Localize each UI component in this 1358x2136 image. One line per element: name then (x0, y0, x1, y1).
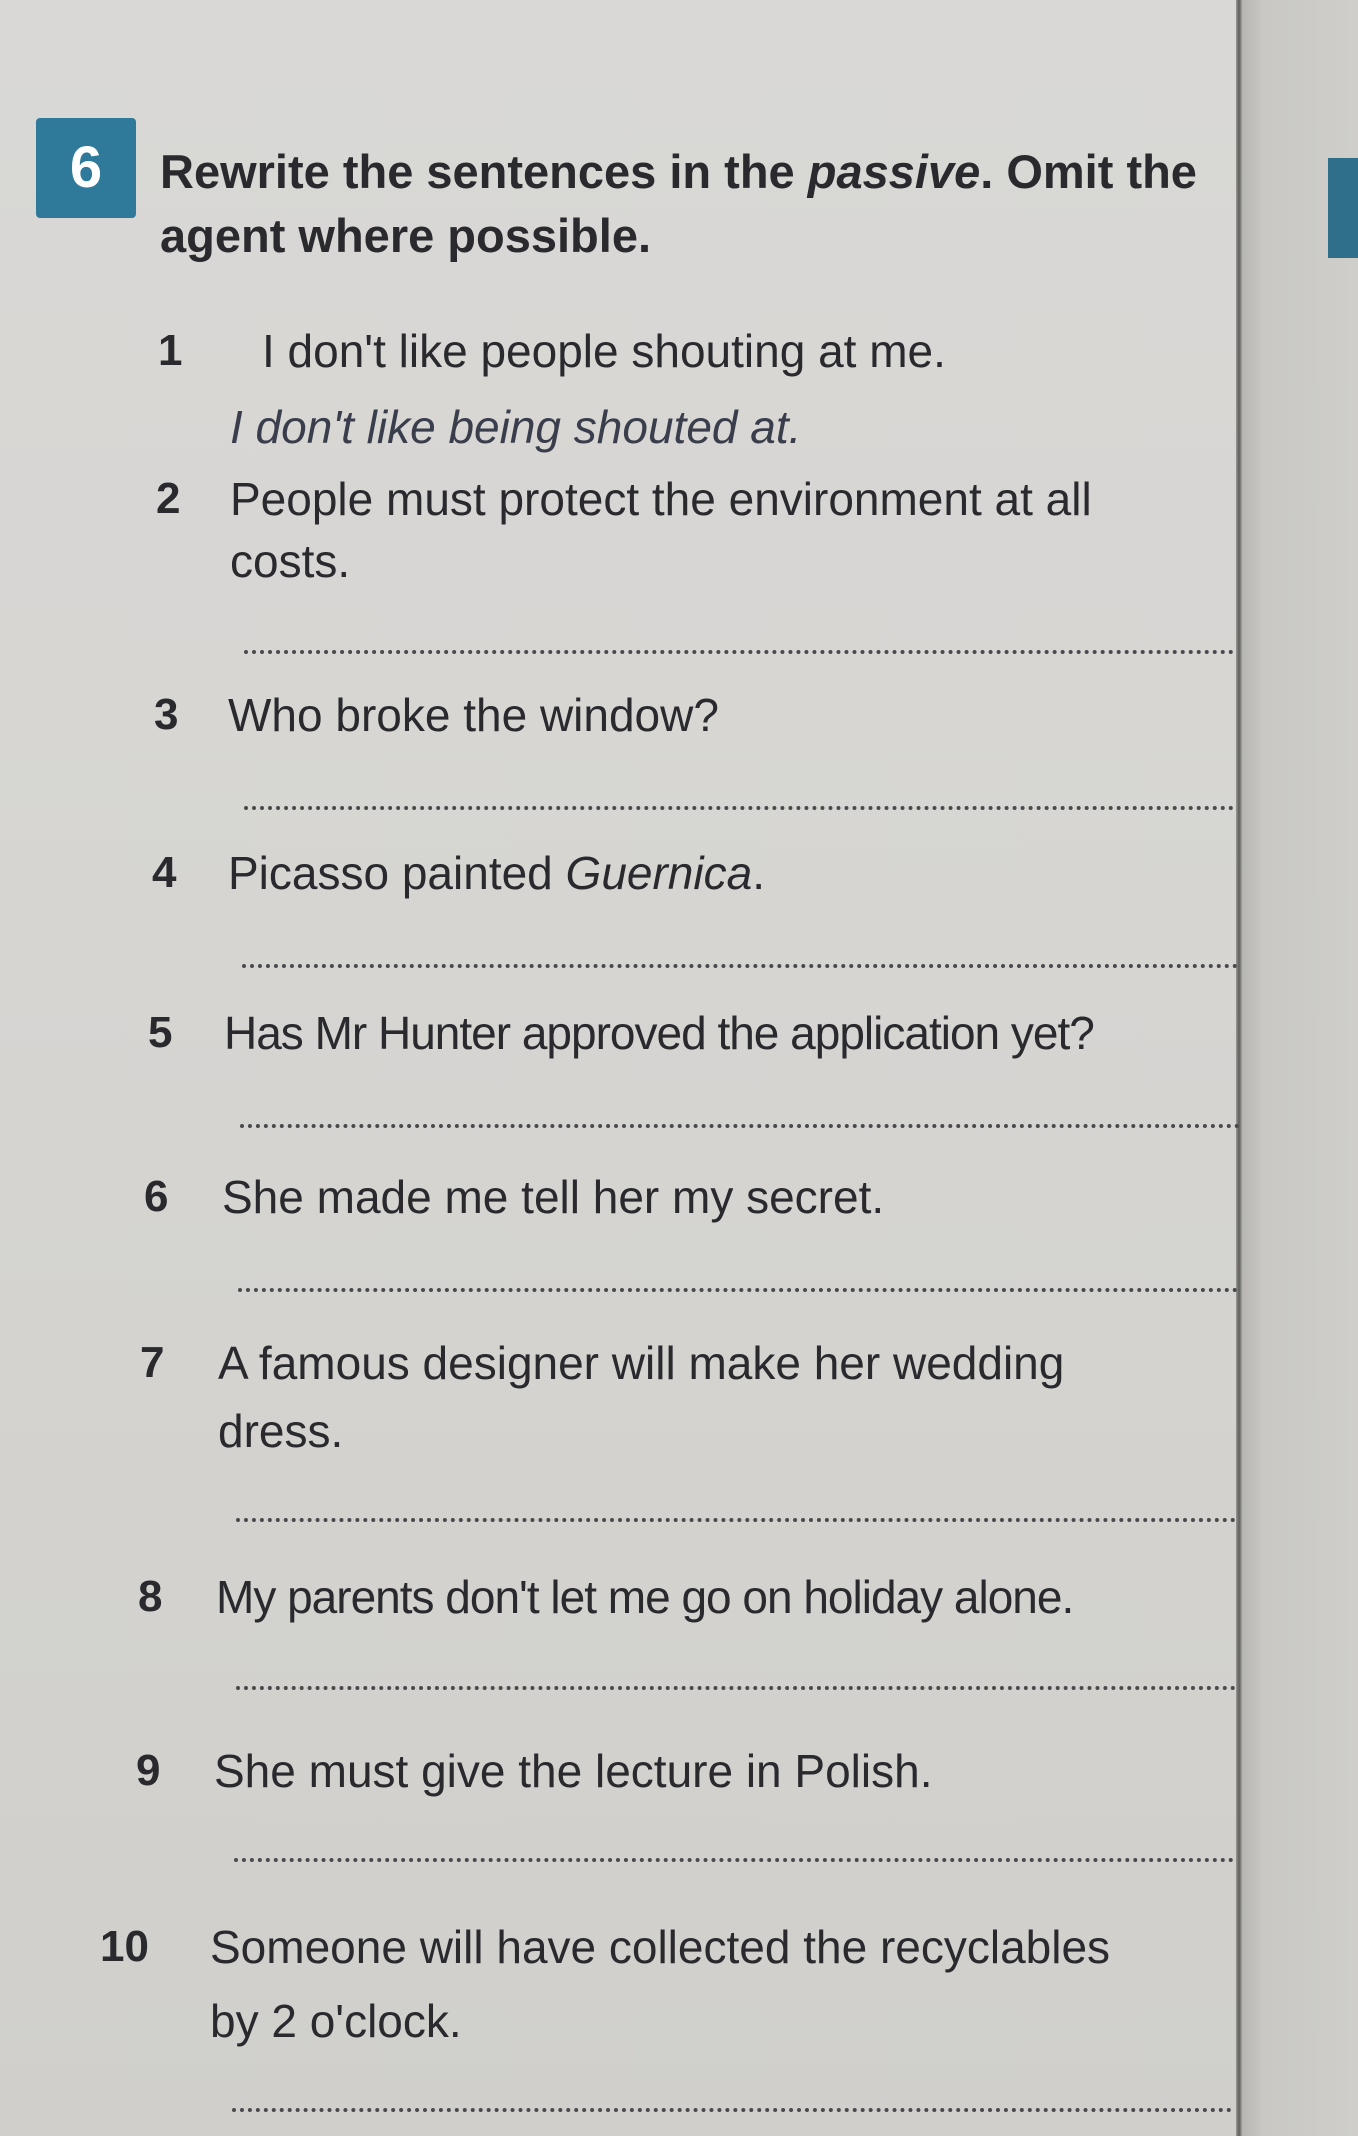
item-number: 4 (152, 848, 177, 897)
item-number: 2 (156, 474, 181, 523)
item-sentence-continued: costs. (230, 535, 351, 587)
answer-line[interactable] (236, 1518, 1236, 1522)
item-text-end: . (752, 847, 765, 899)
item-sentence: My parents don't let me go on holiday alone. (216, 1571, 1074, 1623)
answer-line[interactable] (242, 964, 1238, 968)
instruction-emphasis: passive (807, 145, 981, 198)
instruction-text-start: Rewrite the sentences in the (160, 145, 808, 198)
answer-line[interactable] (244, 806, 1234, 810)
item-number: 8 (138, 1572, 163, 1621)
answer-line[interactable] (232, 2108, 1232, 2112)
answer-line[interactable] (244, 650, 1234, 654)
item-number: 9 (136, 1746, 161, 1795)
item-sentence: A famous designer will make her wedding (218, 1337, 1065, 1389)
item-text-start: Picasso painted (228, 847, 566, 899)
answer-line[interactable] (240, 1124, 1240, 1128)
page-fold (1236, 0, 1242, 2136)
item-number: 3 (154, 690, 179, 739)
item-sentence-continued: by 2 o'clock. (210, 1995, 462, 2047)
item-sentence: Has Mr Hunter approved the application yet? (224, 1007, 1094, 1059)
answer-line[interactable] (234, 1858, 1234, 1862)
item-sentence: People must protect the environment at all (230, 473, 1092, 525)
item-sentence (228, 842, 765, 904)
item-number: 1 (158, 326, 183, 375)
item-number: 10 (100, 1922, 149, 1971)
item-sentence: She must give the lecture in Polish. (214, 1745, 933, 1797)
answer-line[interactable] (236, 1686, 1236, 1690)
item-sentence-continued: dress. (218, 1405, 344, 1457)
edge-tab (1328, 158, 1358, 258)
item-sentence: Someone will have collected the recyclables (210, 1921, 1111, 1973)
example-answer: I don't like being shouted at. (230, 401, 802, 453)
exercise-instruction (160, 140, 1230, 268)
exercise-number-badge: 6 (36, 118, 136, 218)
item-number: 7 (140, 1338, 165, 1387)
item-number: 6 (144, 1172, 169, 1221)
item-sentence: She made me tell her my secret. (222, 1171, 885, 1223)
page-margin (1240, 0, 1358, 2136)
artwork-title: Guernica (565, 847, 753, 899)
item-sentence: I don't like people shouting at me. (262, 325, 946, 377)
answer-line[interactable] (238, 1288, 1238, 1292)
item-number: 5 (148, 1008, 173, 1057)
instruction-text-end: . Omit the agent where possible. (160, 145, 1197, 262)
item-sentence: Who broke the window? (228, 689, 719, 741)
